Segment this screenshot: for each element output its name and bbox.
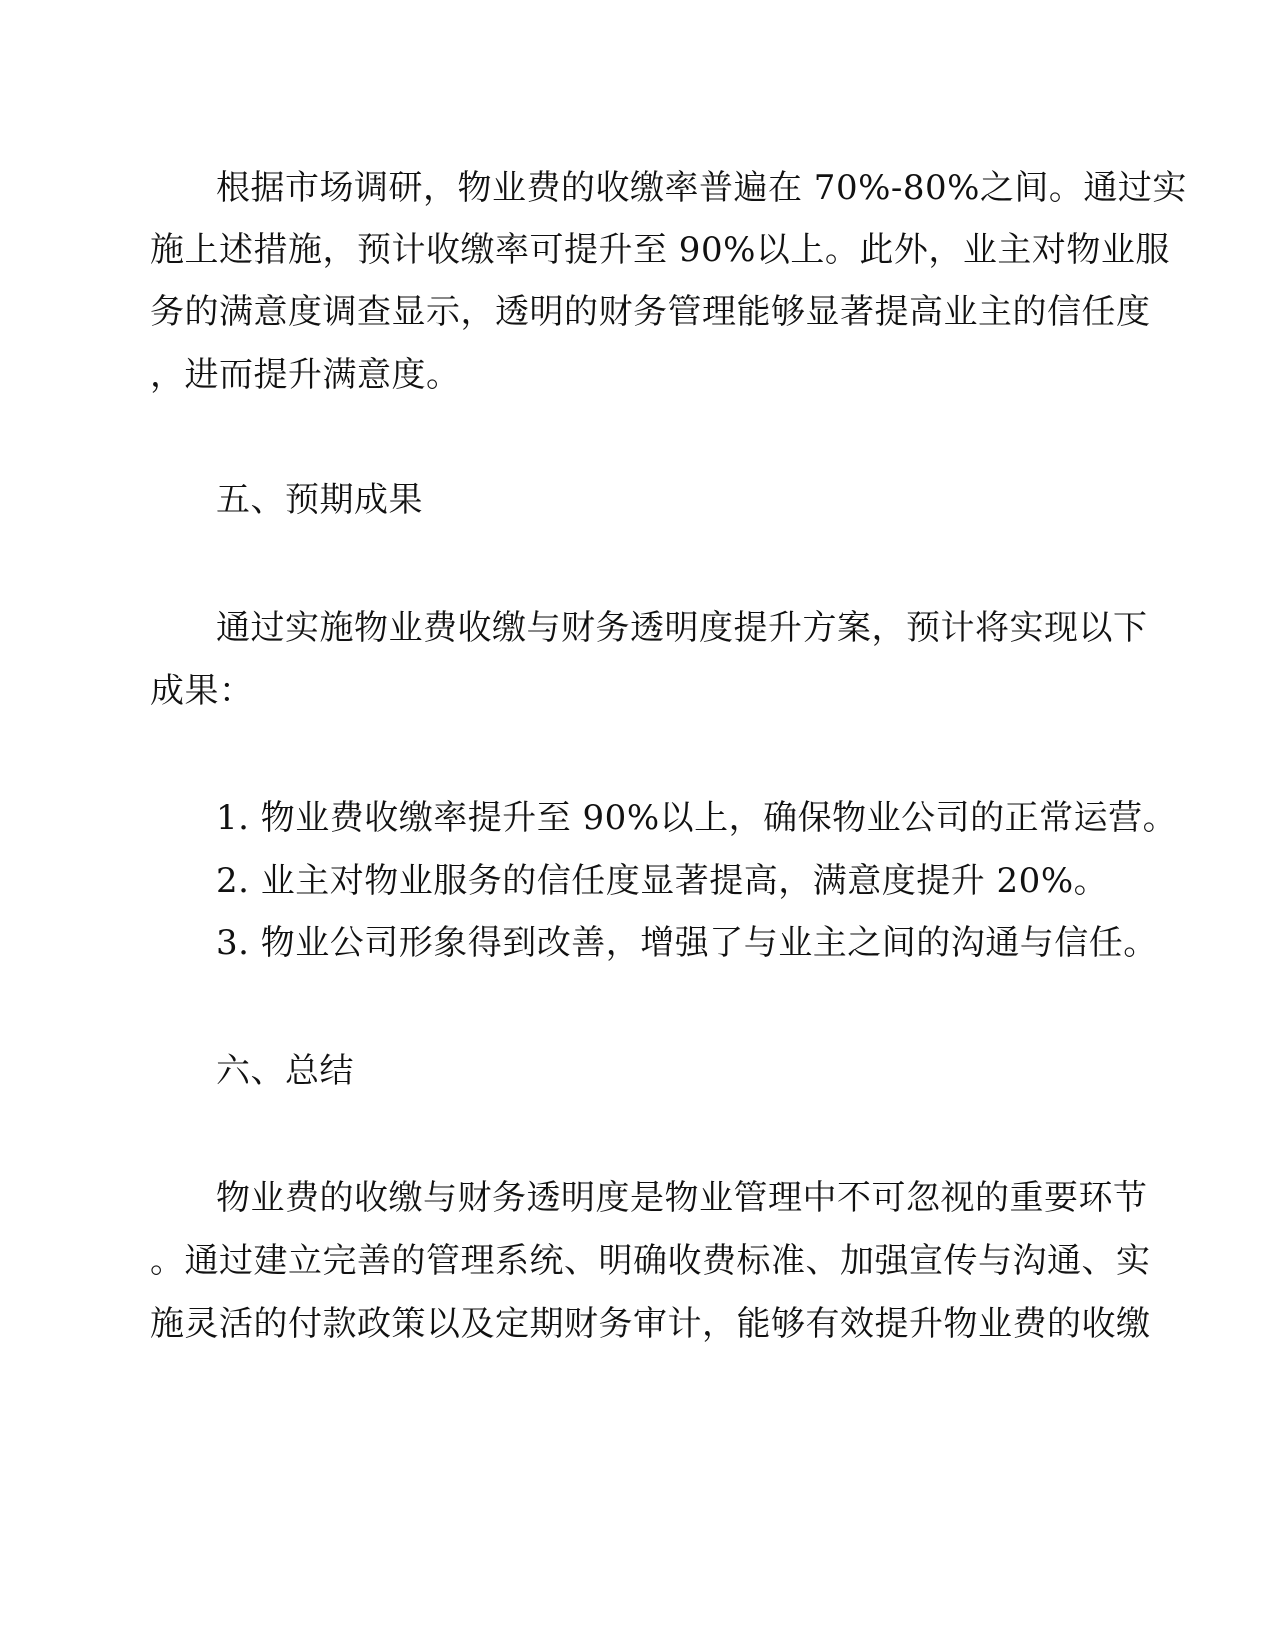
paragraph-line: ，进而提升满意度。 [150,355,461,395]
paragraph-line: 根据市场调研，物业费的收缴率普遍在 70%-80%之间。通过实 [216,168,1187,208]
paragraph-line: 物业费的收缴与财务透明度是物业管理中不可忽视的重要环节 [216,1178,1148,1218]
paragraph-line: 施灵活的付款政策以及定期财务审计，能够有效提升物业费的收缴 [150,1304,1151,1344]
paragraph-line: 成果： [150,671,254,711]
section-heading-expected-results: 五、预期成果 [216,480,423,520]
list-item: 3. 物业公司形象得到改善，增强了与业主之间的沟通与信任。 [216,923,1158,963]
list-item: 2. 业主对物业服务的信任度显著提高，满意度提升 20%。 [216,861,1109,901]
paragraph-line: 施上述措施，预计收缴率可提升至 90%以上。此外，业主对物业服 [150,230,1170,270]
section-heading-summary: 六、总结 [216,1051,354,1091]
paragraph-line: 通过实施物业费收缴与财务透明度提升方案，预计将实现以下 [216,608,1148,648]
list-item: 1. 物业费收缴率提升至 90%以上，确保物业公司的正常运营。 [216,798,1178,838]
paragraph-line: 。通过建立完善的管理系统、明确收费标准、加强宣传与沟通、实 [150,1241,1151,1281]
paragraph-line: 务的满意度调查显示，透明的财务管理能够显著提高业主的信任度 [150,292,1151,332]
